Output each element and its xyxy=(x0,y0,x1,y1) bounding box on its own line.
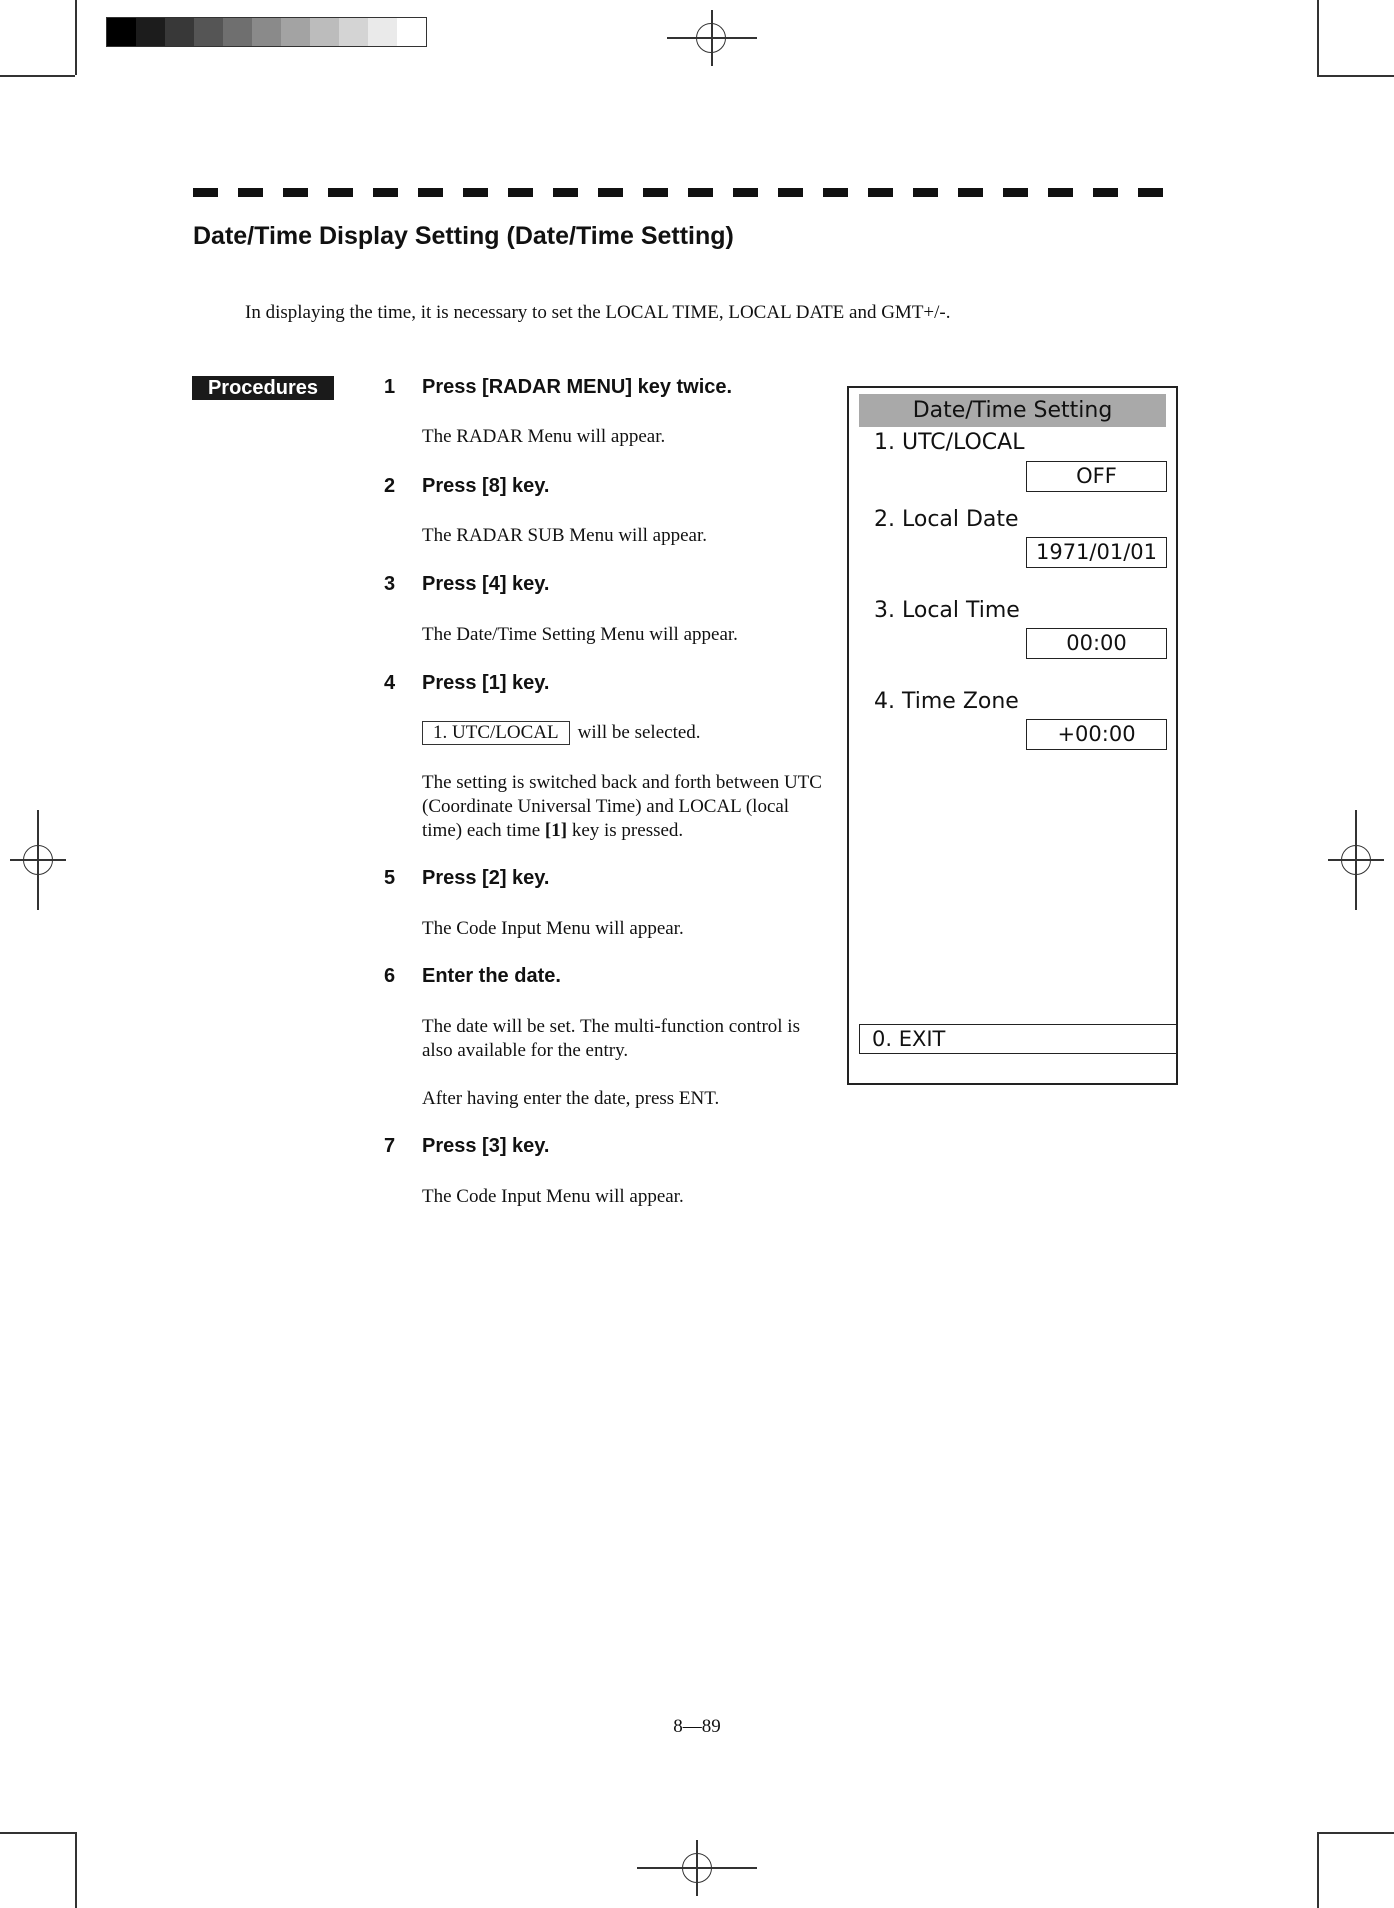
registration-mark-bottom-icon xyxy=(637,1840,757,1896)
section-divider xyxy=(193,188,1181,197)
step-number: 6 xyxy=(384,965,396,987)
step-number: 2 xyxy=(384,475,396,497)
step-number: 4 xyxy=(384,672,396,694)
step-number: 3 xyxy=(384,573,396,595)
step-text: The RADAR Menu will appear. xyxy=(422,426,666,447)
step-text: The Code Input Menu will appear. xyxy=(422,1186,684,1207)
step-text-part: The setting is switched back and forth between UTC (Coordinate Universal Time) and LOCAL (local time) each time xyxy=(422,772,822,841)
step-text: The Date/Time Setting Menu will appear. xyxy=(422,624,738,645)
step-number: 5 xyxy=(384,867,396,889)
step-text: The RADAR SUB Menu will appear. xyxy=(422,525,707,546)
step-heading xyxy=(384,672,550,695)
step-title: Press [RADAR MENU] key twice. xyxy=(422,376,733,398)
step-heading xyxy=(384,965,561,988)
page-title: Date/Time Display Setting (Date/Time Setting) xyxy=(193,222,734,250)
step-title: Enter the date. xyxy=(422,965,561,987)
menu-item-local-date[interactable]: 2. Local Date xyxy=(874,507,1019,532)
step-number: 1 xyxy=(384,376,396,398)
step-heading xyxy=(384,573,550,596)
step-heading xyxy=(384,1135,550,1158)
registration-mark-left-icon xyxy=(10,810,66,910)
menu-item-local-time[interactable]: 3. Local Time xyxy=(874,598,1020,623)
local-time-value[interactable]: 00:00 xyxy=(1026,628,1167,659)
step-title: Press [2] key. xyxy=(422,867,550,889)
registration-mark-top-icon xyxy=(667,10,757,66)
menu-item-utc-local[interactable]: 1. UTC/LOCAL xyxy=(874,430,1025,455)
utc-local-value[interactable]: OFF xyxy=(1026,461,1167,492)
step-heading xyxy=(384,867,550,890)
page-number: 8—89 xyxy=(673,1716,721,1737)
step-heading xyxy=(384,376,732,399)
utc-local-item-reference: 1. UTC/LOCAL xyxy=(422,721,570,745)
step-number: 7 xyxy=(384,1135,396,1157)
step-text: The date will be set. The multi-function control is also available for the entry. xyxy=(422,1016,800,1061)
menu-title: Date/Time Setting xyxy=(859,394,1166,427)
procedures-label: Procedures xyxy=(192,376,334,400)
gray-scale-bar xyxy=(106,17,427,47)
menu-item-time-zone[interactable]: 4. Time Zone xyxy=(874,689,1019,714)
step-text: After having enter the date, press ENT. xyxy=(422,1088,720,1109)
key-reference: [1] xyxy=(544,820,568,841)
time-zone-value[interactable]: +00:00 xyxy=(1026,719,1167,750)
date-time-setting-menu xyxy=(847,386,1178,1085)
intro-paragraph: In displaying the time, it is necessary to set the LOCAL TIME, LOCAL DATE and GMT+/-. xyxy=(245,302,951,323)
registration-mark-right-icon xyxy=(1328,810,1384,910)
local-date-value[interactable]: 1971/01/01 xyxy=(1026,537,1167,568)
step-heading xyxy=(384,475,550,498)
selection-note: will be selected. xyxy=(577,722,701,743)
step-text: The Code Input Menu will appear. xyxy=(422,918,684,939)
step-text-part: key is pressed. xyxy=(567,820,684,841)
step-selection-line xyxy=(422,721,822,745)
step-text xyxy=(422,771,822,843)
step-title: Press [3] key. xyxy=(422,1135,550,1157)
step-title: Press [8] key. xyxy=(422,475,550,497)
step-title: Press [4] key. xyxy=(422,573,550,595)
step-title: Press [1] key. xyxy=(422,672,550,694)
exit-button[interactable]: 0. EXIT xyxy=(859,1024,1178,1054)
